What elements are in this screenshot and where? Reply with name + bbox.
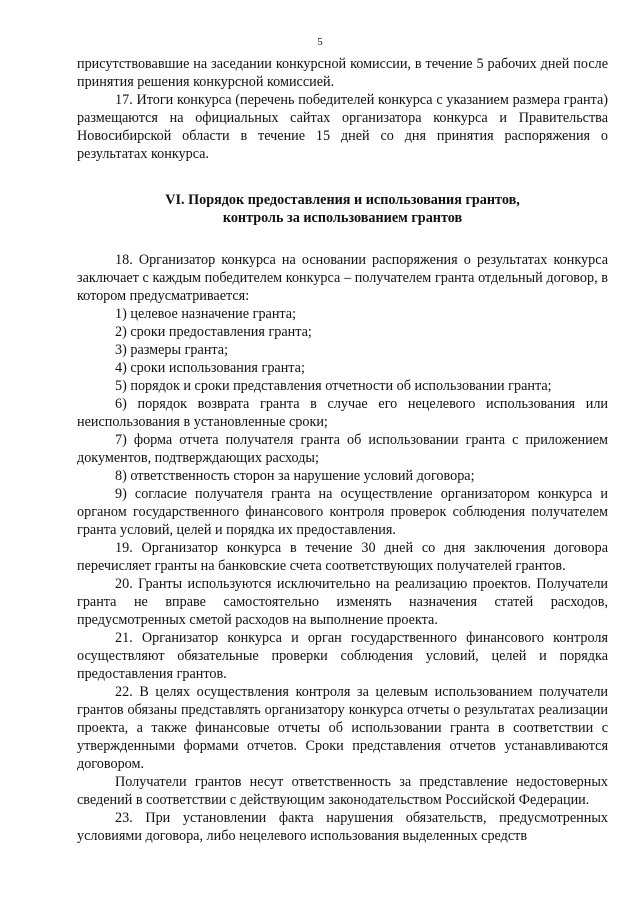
section-heading bbox=[77, 191, 608, 227]
document-body bbox=[77, 55, 608, 845]
section-heading-line1: VI. Порядок предоставления и использования грантов, bbox=[165, 192, 520, 208]
page-number: 5 bbox=[317, 36, 323, 48]
list-item-6: 6) порядок возврата гранта в случае его нецелевого использования или неиспользования в установленные сроки; bbox=[77, 396, 608, 430]
list-item-7: 7) форма отчета получателя гранта об использовании гранта с приложением документов, подтверждающих расходы; bbox=[77, 432, 608, 466]
list-item-3: 3) размеры гранта; bbox=[115, 342, 229, 358]
paragraph-22: 22. В целях осуществления контроля за целевым использованием получатели грантов обязаны представлять организатору конкурса отчеты о результатах реализации проекта, а также финансовые отчеты об использовании гранта в соответствии с утвержденными формами отчетов. Сроки представления отчетов устанавливаются договором. bbox=[77, 684, 608, 772]
paragraph-23: 23. При установлении факта нарушения обязательств, предусмотренных условиями договора, либо нецелевого использования выделенных средств bbox=[77, 810, 608, 844]
list-item-4: 4) сроки использования гранта; bbox=[115, 360, 305, 376]
paragraph-19: 19. Организатор конкурса в течение 30 дней со дня заключения договора перечисляет гранты на банковские счета соответствующих получателей грантов. bbox=[77, 540, 608, 574]
list-item-5: 5) порядок и сроки представления отчетности об использовании гранта; bbox=[115, 378, 552, 394]
list-item-2: 2) сроки предоставления гранта; bbox=[115, 324, 312, 340]
paragraph-20: 20. Гранты используются исключительно на реализацию проектов. Получатели гранта не вправе самостоятельно изменять назначения статей расходов, предусмотренных сметой расходов на выполнение проекта. bbox=[77, 576, 608, 628]
paragraph-21: 21. Организатор конкурса и орган государственного финансового контроля осуществляют обязательные проверки соблюдения условий, целей и порядка предоставления грантов. bbox=[77, 630, 608, 682]
paragraph-17: 17. Итоги конкурса (перечень победителей конкурса с указанием размера гранта) размещаются на официальных сайтах организатора конкурса и Правительства Новосибирской области в течение 15 дней со дня принятия распоряжения о результатах конкурса. bbox=[77, 92, 608, 162]
paragraph-responsibility: Получатели грантов несут ответственность за представление недостоверных сведений в соответствии с действующим законодательством Российской Федерации. bbox=[77, 774, 608, 808]
paragraph-18: 18. Организатор конкурса на основании распоряжения о результатах конкурса заключает с каждым победителем конкурса – получателем гранта отдельный договор, в котором предусматривается: bbox=[77, 252, 608, 304]
list-item-9: 9) согласие получателя гранта на осуществление организатором конкурса и органом государственного финансового контроля проверок соблюдения получателем гранта условий, целей и порядка их предоставления. bbox=[77, 486, 608, 538]
list-item-1: 1) целевое назначение гранта; bbox=[115, 306, 297, 322]
paragraph-continued: присутствовавшие на заседании конкурсной комиссии, в течение 5 рабочих дней после принятия решения конкурсной комиссией. bbox=[77, 56, 608, 90]
section-heading-line2: контроль за использованием грантов bbox=[222, 210, 463, 226]
list-item-8: 8) ответственность сторон за нарушение условий договора; bbox=[115, 468, 475, 484]
